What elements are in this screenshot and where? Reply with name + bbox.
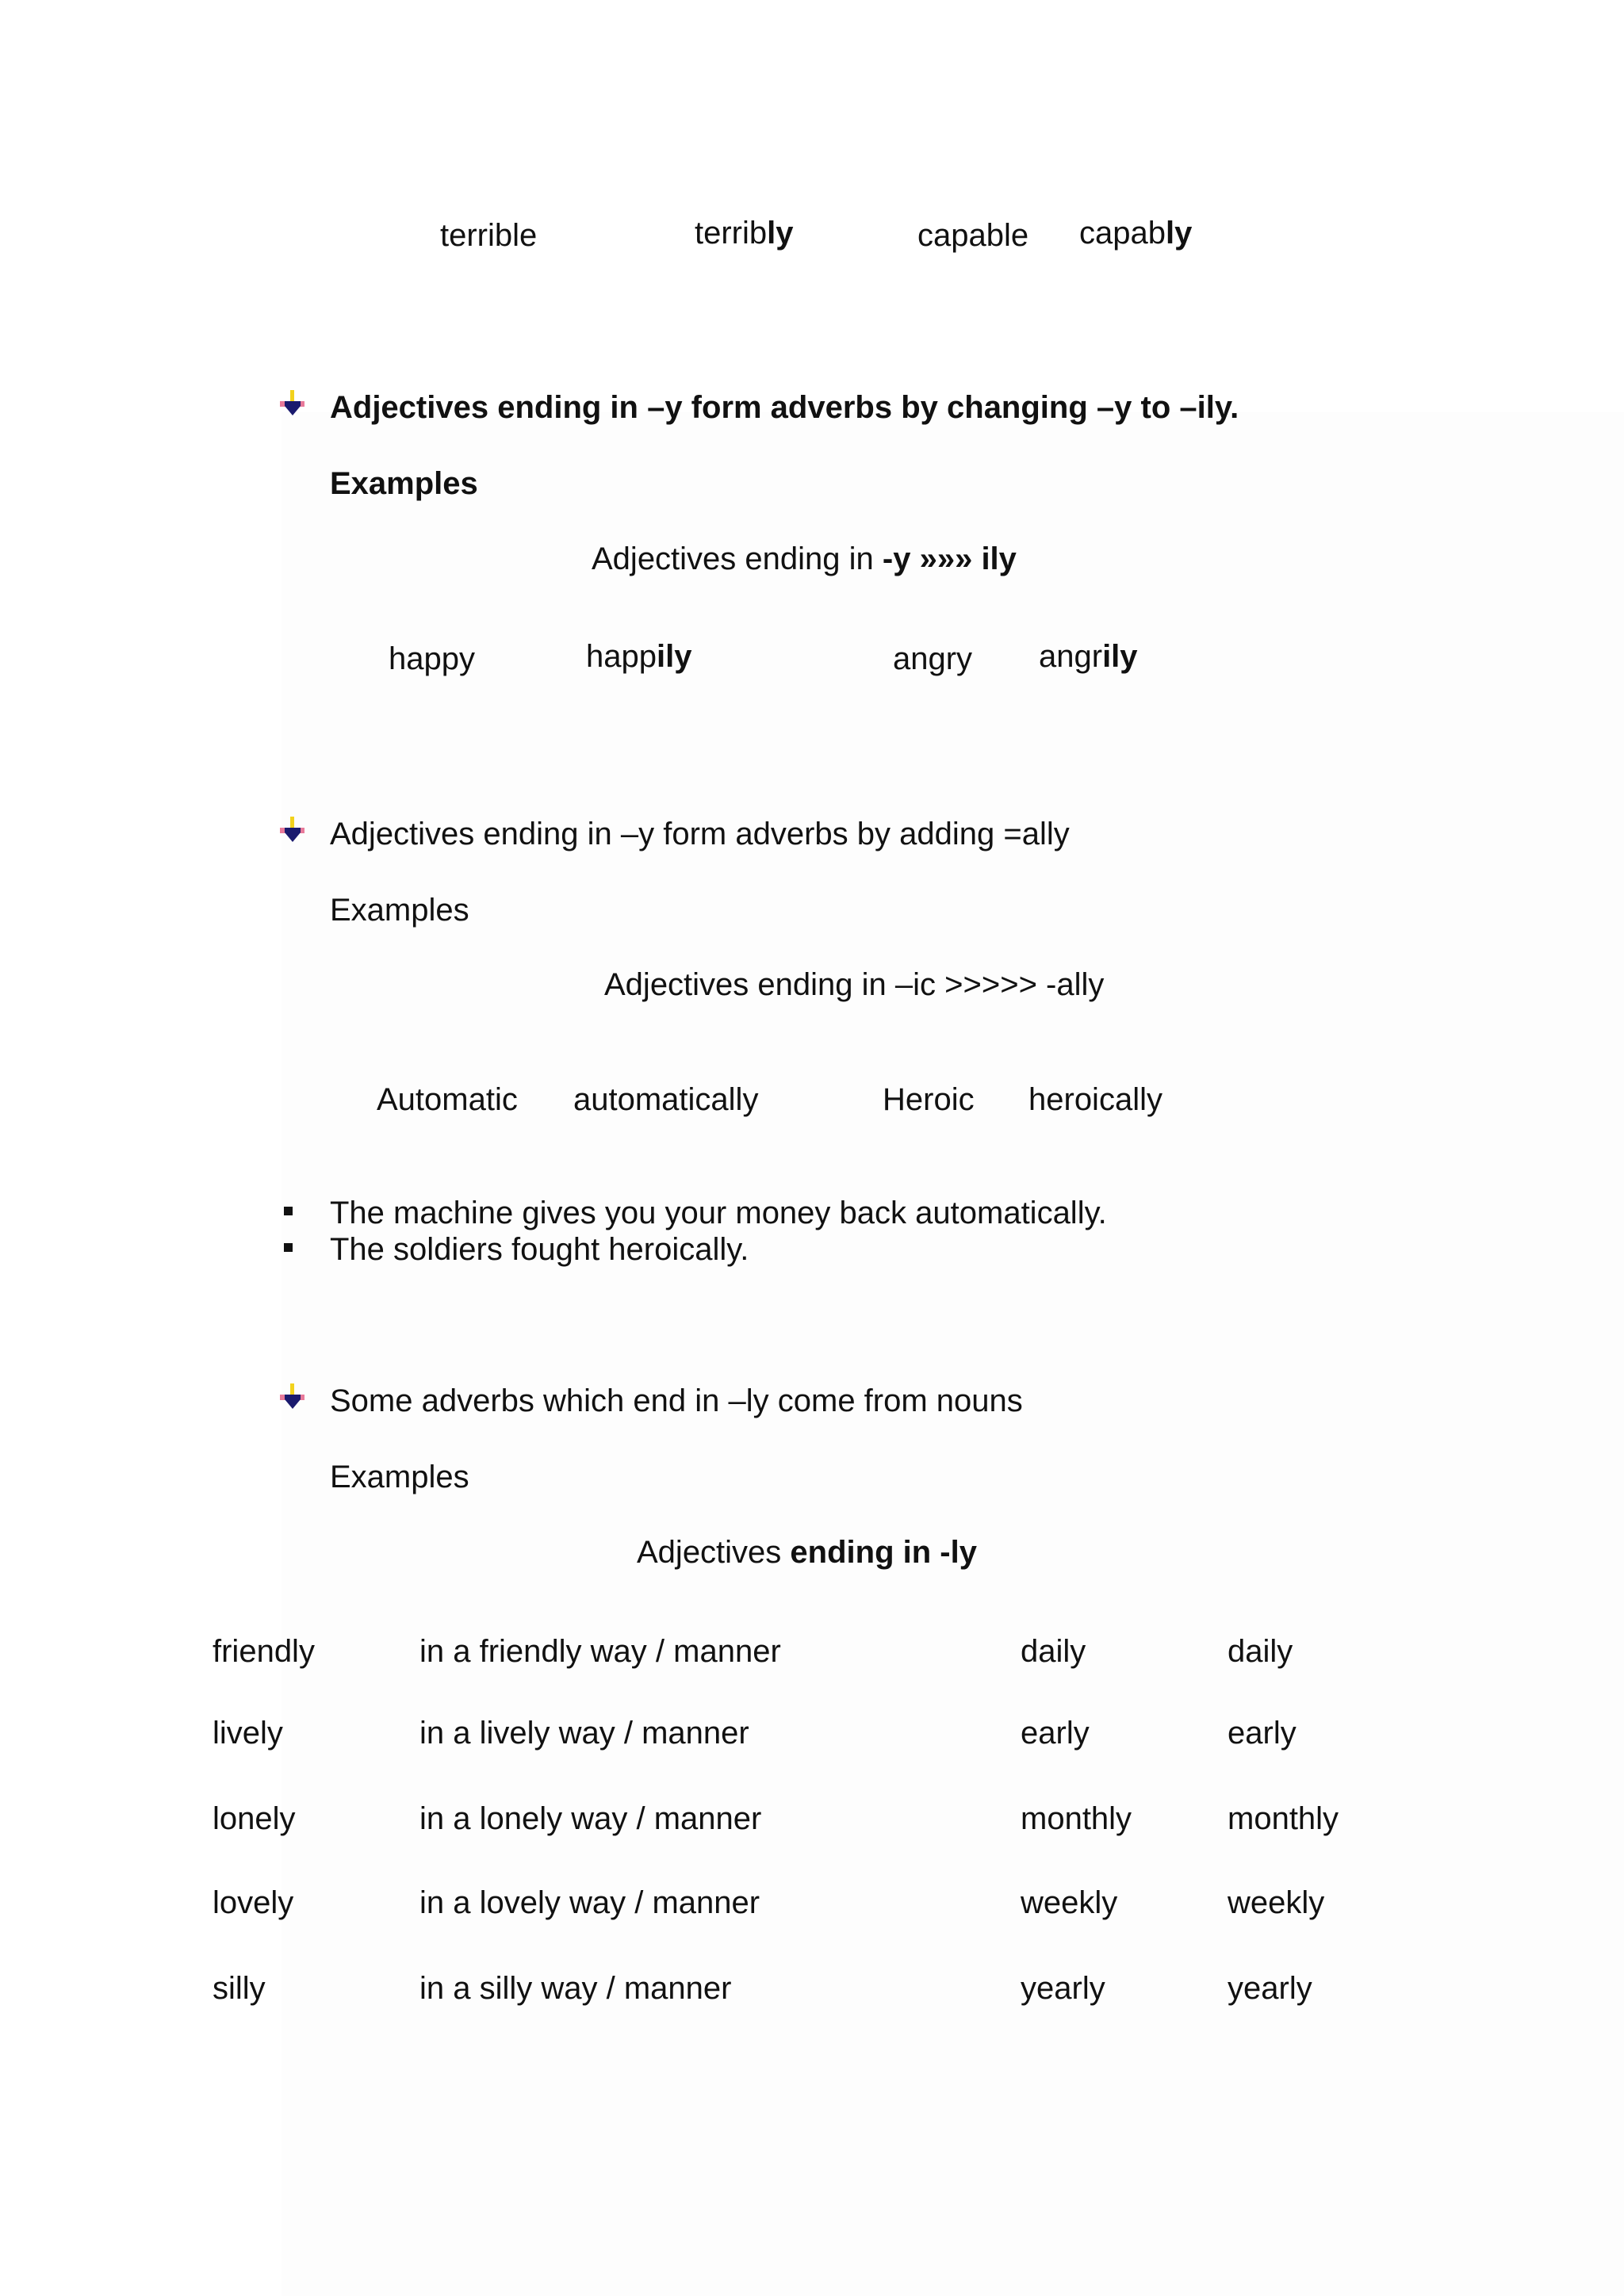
square-bullet-icon: [284, 1243, 293, 1252]
word-capable: capable: [917, 218, 1029, 253]
page-background-panel: [282, 412, 1624, 2296]
word-automatic: Automatic: [377, 1082, 518, 1117]
word-angrily: angrily: [1039, 639, 1138, 674]
table-cell-adjective: lovely: [213, 1885, 294, 1920]
section2-examples-label: Examples: [330, 893, 469, 928]
section3-subtitle: Adjectives ending in -ly: [637, 1535, 977, 1570]
word-terribly: terribly: [695, 216, 794, 251]
section2-heading: Adjectives ending in –y form adverbs by adding =ally: [330, 817, 1070, 851]
table-cell-adjective-2: daily: [1021, 1634, 1086, 1669]
table-cell-adjective: lively: [213, 1716, 283, 1751]
example-sentence-2: The soldiers fought heroically.: [330, 1232, 749, 1267]
table-cell-phrase: in a lively way / manner: [419, 1716, 749, 1751]
word-heroic: Heroic: [883, 1082, 975, 1117]
table-cell-adjective: lonely: [213, 1801, 296, 1836]
arrow-down-bullet-icon: [280, 390, 305, 417]
table-cell-adjective: friendly: [213, 1634, 315, 1669]
word-happily: happily: [586, 639, 692, 674]
word-heroically: heroically: [1028, 1082, 1162, 1117]
section3-heading: Some adverbs which end in –ly come from nouns: [330, 1383, 1023, 1418]
word-angry: angry: [893, 641, 973, 676]
table-cell-adjective: silly: [213, 1971, 266, 2006]
table-cell-adjective-2: monthly: [1021, 1801, 1132, 1836]
table-cell-phrase: in a lonely way / manner: [419, 1801, 762, 1836]
table-cell-adverb-2: monthly: [1228, 1801, 1339, 1836]
section3-examples-label: Examples: [330, 1460, 469, 1494]
section1-subtitle: Adjectives ending in -y »»» ily: [592, 541, 1017, 576]
table-cell-adverb-2: daily: [1228, 1634, 1293, 1669]
table-cell-adjective-2: yearly: [1021, 1971, 1105, 2006]
section2-subtitle: Adjectives ending in –ic >>>>> -ally: [604, 967, 1105, 1002]
section1-heading: Adjectives ending in –y form adverbs by changing –y to –ily.: [330, 390, 1239, 425]
arrow-down-bullet-icon: [280, 817, 305, 844]
word-capably: capably: [1079, 216, 1193, 251]
table-cell-adjective-2: early: [1021, 1716, 1090, 1751]
word-terrible: terrible: [440, 218, 538, 253]
table-cell-adjective-2: weekly: [1021, 1885, 1118, 1920]
word-automatically: automatically: [573, 1082, 759, 1117]
section1-examples-label: Examples: [330, 466, 478, 501]
table-cell-phrase: in a silly way / manner: [419, 1971, 732, 2006]
example-sentence-1: The machine gives you your money back automatically.: [330, 1196, 1107, 1230]
word-happy: happy: [389, 641, 475, 676]
table-cell-adverb-2: yearly: [1228, 1971, 1312, 2006]
table-cell-phrase: in a friendly way / manner: [419, 1634, 781, 1669]
table-cell-adverb-2: weekly: [1228, 1885, 1325, 1920]
square-bullet-icon: [284, 1207, 293, 1215]
table-cell-phrase: in a lovely way / manner: [419, 1885, 760, 1920]
table-cell-adverb-2: early: [1228, 1716, 1297, 1751]
arrow-down-bullet-icon: [280, 1383, 305, 1410]
